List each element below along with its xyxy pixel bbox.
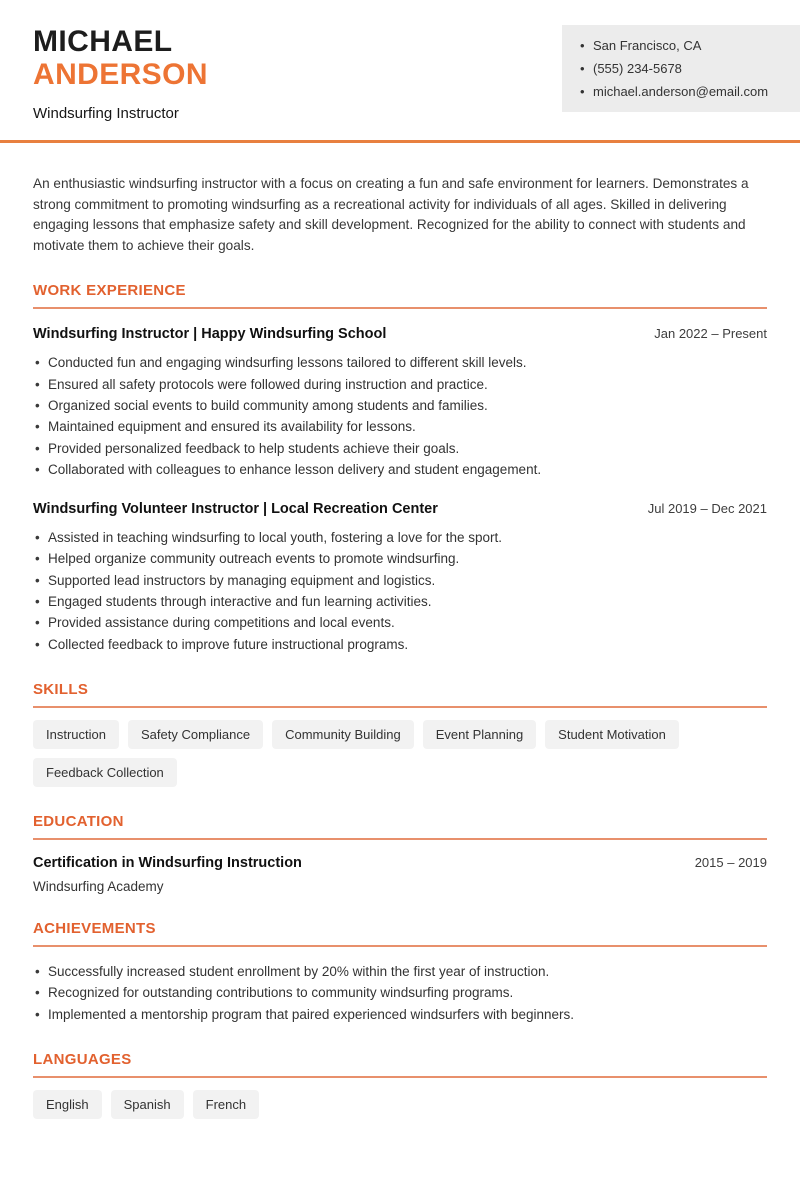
list-item: • Organized social events to build community among students and families. [33, 395, 767, 416]
education-header-row [33, 854, 767, 872]
list-item: • Ensured all safety protocols were followed during instruction and practice. [33, 374, 767, 395]
skills-heading: SKILLS [33, 680, 89, 698]
name-first: MICHAEL [33, 25, 173, 58]
skill-tag: Feedback Collection [33, 758, 177, 787]
list-item: • Successfully increased student enrollment by 20% within the first year of instruction. [33, 961, 767, 982]
name-last: ANDERSON [33, 58, 208, 91]
job-dates: Jul 2019 – Dec 2021 [647, 501, 767, 517]
job-bullet-list [33, 352, 767, 480]
language-tag: English [33, 1090, 102, 1119]
skill-tag: Student Motivation [545, 720, 679, 749]
skills-tag-row [33, 720, 767, 787]
contact-item: • michael.anderson@email.com [580, 80, 784, 103]
languages-tag-row [33, 1090, 767, 1119]
summary-paragraph: An enthusiastic windsurfing instructor with a focus on creating a fun and safe environment for learners. Demonstrates a strong commitment to promoting windsurfing as a recreational activity for individuals of all ages. Skilled in delivering engaging lessons that emphasize safety and skill development. Recognized for the ability to connect with students and motivate them to achieve their goals. [33, 176, 749, 253]
education-dates: 2015 – 2019 [694, 854, 767, 870]
list-item: • Engaged students through interactive and fun learning activities. [33, 591, 767, 612]
education-degree: Certification in Windsurfing Instruction [33, 854, 302, 871]
contact-list [580, 34, 784, 103]
list-item: • Collected feedback to improve future instructional programs. [33, 634, 767, 655]
skill-tag: Safety Compliance [128, 720, 263, 749]
job-entry [33, 500, 767, 655]
job-entry [33, 325, 767, 480]
contact-box [562, 25, 800, 112]
section-education [33, 813, 767, 894]
list-item: • Collaborated with colleagues to enhance lesson delivery and student engagement. [33, 459, 767, 480]
section-achievements [33, 920, 767, 1025]
list-item: • Recognized for outstanding contributions to community windsurfing programs. [33, 982, 767, 1003]
list-item: • Provided assistance during competitions and local events. [33, 612, 767, 633]
achievements-list [33, 961, 767, 1025]
section-work-experience [33, 282, 767, 655]
header-divider [0, 140, 800, 143]
section-rule [33, 945, 767, 947]
section-rule [33, 706, 767, 708]
job-title-text: Windsurfing Volunteer Instructor | Local Recreation Center [33, 501, 438, 518]
list-item: • Provided personalized feedback to help students achieve their goals. [33, 438, 767, 459]
resume-header [0, 0, 800, 123]
achievements-heading: ACHIEVEMENTS [33, 919, 156, 937]
section-rule [33, 1076, 767, 1078]
list-item: • Maintained equipment and ensured its availability for lessons. [33, 416, 767, 437]
job-header-row [33, 325, 767, 343]
section-rule [33, 307, 767, 309]
job-title-text: Windsurfing Instructor | Happy Windsurfing School [33, 326, 387, 343]
job-bullet-list [33, 527, 767, 655]
list-item: • Helped organize community outreach events to promote windsurfing. [33, 548, 767, 569]
language-tag: French [193, 1090, 259, 1119]
skill-tag: Community Building [272, 720, 414, 749]
contact-item: • San Francisco, CA [580, 34, 784, 57]
section-rule [33, 838, 767, 840]
languages-heading: LANGUAGES [33, 1050, 132, 1068]
section-languages [33, 1051, 767, 1119]
resume-body [0, 174, 800, 1179]
contact-item: • (555) 234-5678 [580, 57, 784, 80]
list-item: • Conducted fun and engaging windsurfing lessons tailored to different skill levels. [33, 352, 767, 373]
list-item: • Assisted in teaching windsurfing to local youth, fostering a love for the sport. [33, 527, 767, 548]
education-school: Windsurfing Academy [33, 878, 164, 894]
list-item: • Implemented a mentorship program that paired experienced windsurfers with beginners. [33, 1004, 767, 1025]
education-heading: EDUCATION [33, 812, 124, 830]
skill-tag: Event Planning [423, 720, 536, 749]
job-dates: Jan 2022 – Present [654, 326, 767, 342]
list-item: • Supported lead instructors by managing equipment and logistics. [33, 570, 767, 591]
job-title: Windsurfing Instructor [33, 105, 179, 122]
education-entry [33, 854, 767, 894]
skill-tag: Instruction [33, 720, 119, 749]
work-experience-heading: WORK EXPERIENCE [33, 282, 186, 300]
language-tag: Spanish [111, 1090, 184, 1119]
job-header-row [33, 500, 767, 518]
section-skills [33, 681, 767, 787]
